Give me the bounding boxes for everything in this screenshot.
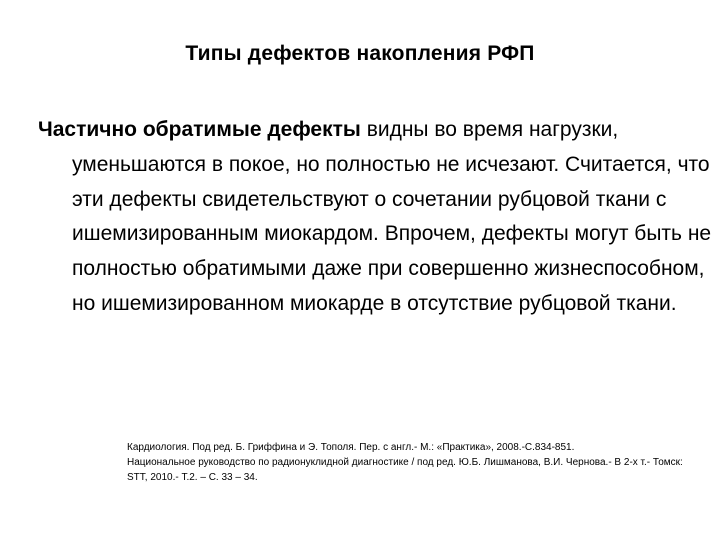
body-emphasis: Частично обратимые дефекты xyxy=(38,118,361,141)
reference-item: Кардиология. Под ред. Б. Гриффина и Э. Тополя. Пер. с англ.- М.: «Практика», 2008.-С.834-851. xyxy=(127,442,575,453)
slide-title: Типы дефектов накопления РФП xyxy=(185,42,535,65)
body-text: видны во время нагрузки, уменьшаются в покое, но полностью не исчезают. Считается, что эти дефекты свидетельствуют о сочетании рубцовой ткани с ишемизированным миокардом. Впрочем, дефекты могут быть не полностью обратимыми даже при совершенно жизнеспособном, но ишемизированном миокарде в отсутствие рубцовой ткани. xyxy=(72,118,712,315)
references xyxy=(127,440,687,485)
reference-item: Национальное руководство по радионуклидной диагностике / под ред. Ю.Б. Лишманова, В.И. Чернова.- В 2-х т.- Томск: STT, 2010.- Т.2. – С. 33 – 34. xyxy=(127,457,683,483)
body-paragraph xyxy=(38,113,712,322)
